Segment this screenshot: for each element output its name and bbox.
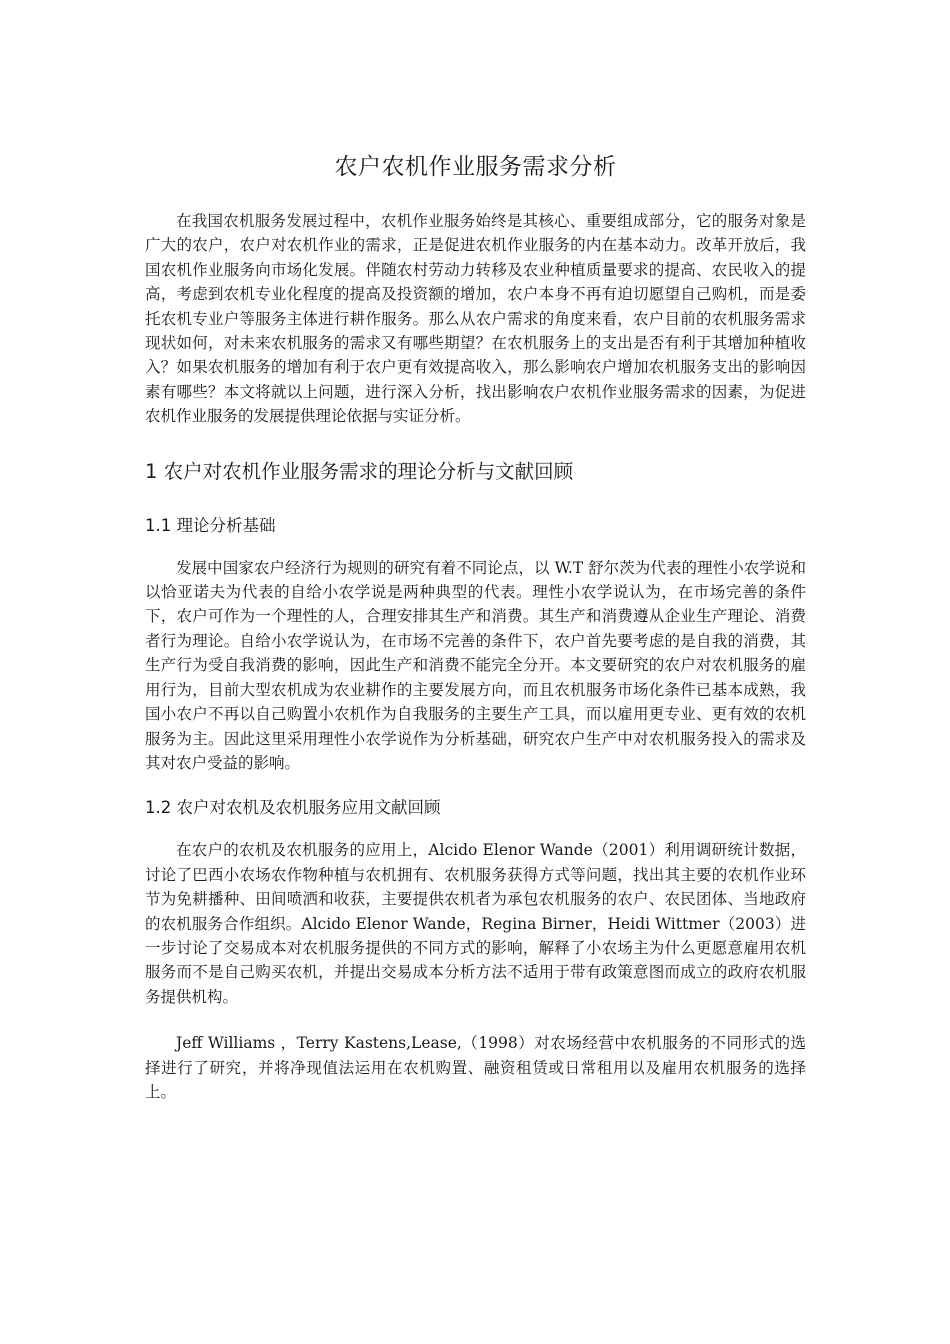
section-1-2-paragraph-2: Jeff Williams ，Terry Kastens,Lease,（1998）对农场经营中农机服务的不同形式的选择进行了研究，并将净现值法运用在农机购置、融资租赁或日常租用以及雇用农机服务的选择上。: [145, 1034, 806, 1101]
section-1-2-heading: 1.2 农户对农机及农机服务应用文献回顾: [145, 798, 441, 818]
document-title: 农户农机作业服务需求分析: [334, 154, 617, 180]
document-body: [145, 150, 806, 1104]
section-1-1-paragraph: 发展中国家农户经济行为规则的研究有着不同论点，以 W.T 舒尔茨为代表的理性小农学说和以恰亚诺夫为代表的自给小农学说是两种典型的代表。理性小农学说认为，在市场完善的条件下，农户可作为一个理性的人，合理安排其生产和消费。其生产和消费遵从企业生产理论、消费者行为理论。自给小农学说认为，在市场不完善的条件下，农户首先要考虑的是自我的消费，其生产行为受自我消费的影响，因此生产和消费不能完全分开。本文要研究的农户对农机服务的雇用行为，目前大型农机成为农业耕作的主要发展方向，而且农机服务市场化条件已基本成熟，我国小农户不再以自己购置小农机作为自我服务的主要生产工具，而以雇用更专业、更有效的农机服务为主。因此这里采用理性小农学说作为分析基础，研究农户生产中对农机服务投入的需求及其对农户受益的影响。: [145, 558, 806, 772]
section-1-heading: 1 农户对农机作业服务需求的理论分析与文献回顾: [145, 459, 574, 483]
intro-paragraph: 在我国农机服务发展过程中，农机作业服务始终是其核心、重要组成部分，它的服务对象是广大的农户，农户对农机作业的需求，正是促进农机作业服务的内在基本动力。改革开放后，我国农机作业服务向市场化发展。伴随农村劳动力转移及农业种植质量要求的提高、农民收入的提高，考虑到农机专业化程度的提高及投资额的增加，农户本身不再有迫切愿望自己购机，而是委托农机专业户等服务主体进行耕作服务。那么从农户需求的角度来看，农户目前的农机服务需求现状如何，对未来农机服务的需求又有哪些期望？在农机服务上的支出是否有利于其增加种植收入？如果农机服务的增加有利于农户更有效提高收入，那么影响农户增加农机服务支出的影响因素有哪些？本文将就以上问题，进行深入分析，找出影响农户农机作业服务需求的因素，为促进农机作业服务的发展提供理论依据与实证分析。: [145, 212, 806, 426]
section-1-1-heading: 1.1 理论分析基础: [145, 515, 276, 535]
section-1-2-paragraph-1: 在农户的农机及农机服务的应用上，Alcido Elenor Wande（2001）利用调研统计数据，讨论了巴西小农场农作物种植与农机拥有、农机服务获得方式等问题，找出其主要的农机作业环节为免耕播种、田间喷洒和收获，主要提供农机者为承包农机服务的农户、农民团体、当地政府的农机服务合作组织。Alcido Elenor Wande，Regina Birner，Heidi Wittmer（2003）进一步讨论了交易成本对农机服务提供的不同方式的影响，解释了小农场主为什么更愿意雇用农机服务而不是自己购买农机，并提出交易成本分析方法不适用于带有政策意图而成立的政府农机服务提供机构。: [145, 841, 806, 1006]
paragraph-spacer: [145, 1009, 806, 1031]
